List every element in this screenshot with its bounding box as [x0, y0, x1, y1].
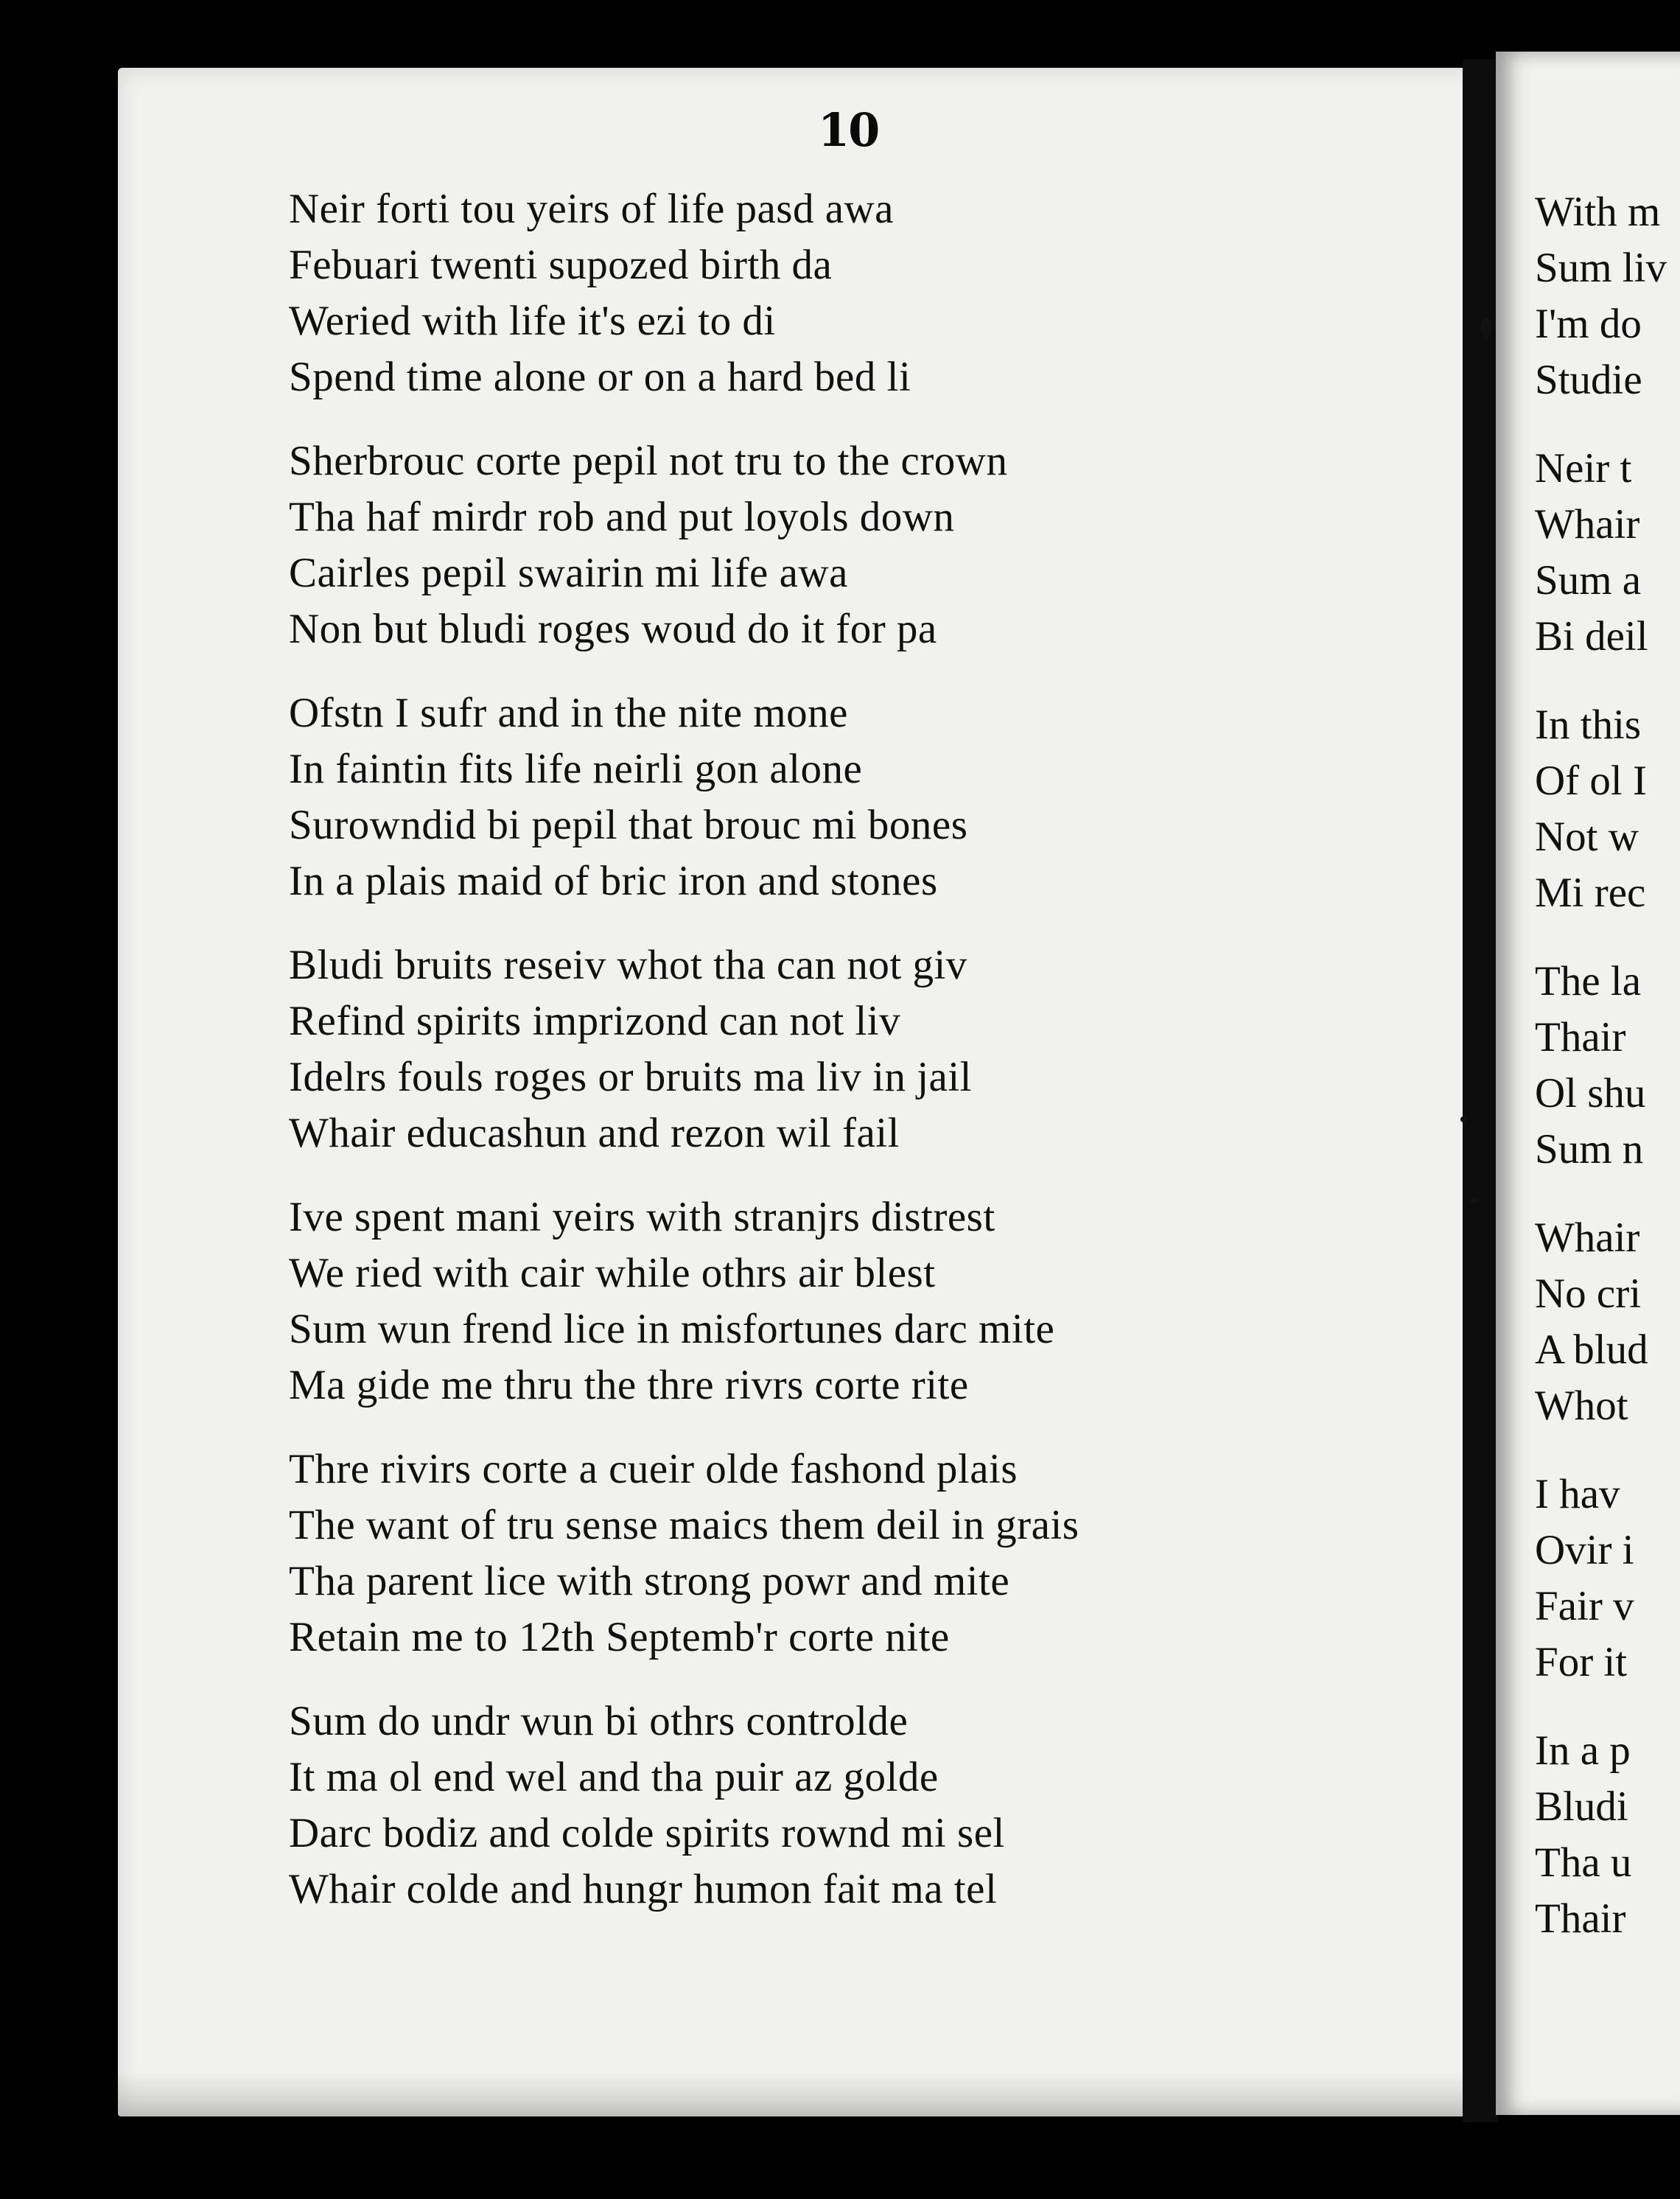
poem-line-fragment: Whair	[1535, 1214, 1640, 1261]
poem-line: Whair educashun and rezon wil fail	[289, 1110, 900, 1156]
poem-line: Sum do undr wun bi othrs controlde	[289, 1698, 909, 1744]
ink-speck	[1460, 1116, 1466, 1122]
stanza	[1535, 954, 1667, 1178]
poem-line: Sherbrouc corte pepil not tru to the crown	[289, 438, 1008, 484]
poem-line: Idelrs fouls roges or bruits ma liv in jail	[289, 1054, 973, 1100]
poem-line-fragment: I hav	[1535, 1471, 1620, 1517]
poem-line: Refind spirits imprizond can not liv	[289, 998, 901, 1044]
poem-line-fragment: With m	[1535, 189, 1661, 235]
poem-line: Ma gide me thru the thre rivrs corte rite	[289, 1362, 969, 1408]
stanza	[1535, 184, 1667, 408]
poem-line-fragment: Thair	[1535, 1014, 1626, 1060]
poem-line: The want of tru sense maics them deil in grais	[289, 1502, 1079, 1548]
poem-line-fragment: The la	[1535, 958, 1642, 1004]
poem-line: Febuari twenti supozed birth da	[289, 242, 833, 288]
poem-line: Spend time alone or on a hard bed li	[289, 354, 911, 400]
poem-line: In a plais maid of bric iron and stones	[289, 858, 938, 904]
stanza	[1535, 1210, 1667, 1434]
poem-line-fragment: I'm do	[1535, 301, 1642, 347]
poem-line: Surowndid bi pepil that brouc mi bones	[289, 802, 968, 848]
poem-line-fragment: Mi rec	[1535, 870, 1646, 916]
poem-line: Non but bludi roges woud do it for pa	[289, 606, 937, 652]
poem-line: Ofstn I sufr and in the nite mone	[289, 690, 848, 736]
stanza	[1535, 1466, 1667, 1691]
poem-line: Neir forti tou yeirs of life pasd awa	[289, 186, 894, 232]
stanza	[289, 433, 1468, 657]
poem-line: Sum wun frend lice in misfortunes darc mite	[289, 1306, 1055, 1352]
poem-text	[289, 181, 1468, 1945]
page-edge-shadow	[118, 2072, 1488, 2116]
poem-line: Cairles pepil swairin mi life awa	[289, 550, 848, 596]
poem-line-fragment: A blud	[1535, 1326, 1648, 1373]
poem-line: It ma ol end wel and tha puir az golde	[289, 1754, 939, 1800]
poem-line: Darc bodiz and colde spirits rownd mi sel	[289, 1810, 1005, 1856]
poem-line-fragment: For it	[1535, 1639, 1628, 1685]
poem-line-fragment: In this	[1535, 702, 1642, 748]
poem-line: Thre rivirs corte a cueir olde fashond plais	[289, 1446, 1018, 1492]
poem-line-fragment: Thair	[1535, 1895, 1626, 1942]
poem-line-fragment: Bludi	[1535, 1783, 1628, 1830]
poem-line: Tha parent lice with strong powr and mite	[289, 1558, 1010, 1604]
stanza	[1535, 697, 1667, 921]
poem-line-fragment: Ovir i	[1535, 1527, 1634, 1573]
poem-line-fragment: Whair	[1535, 501, 1640, 548]
poem-line-fragment: Not w	[1535, 814, 1639, 860]
poem-line: We ried with cair while othrs air blest	[289, 1250, 936, 1296]
poem-line-fragment: Tha u	[1535, 1839, 1632, 1886]
poem-line-fragment: Whot	[1535, 1382, 1628, 1429]
poem-line-fragment: No cri	[1535, 1270, 1642, 1317]
stanza	[289, 1441, 1468, 1665]
poem-line-fragment: Studie	[1535, 357, 1642, 403]
poem-line-fragment: In a p	[1535, 1727, 1631, 1774]
stanza	[289, 1189, 1468, 1413]
right-page-text	[1535, 184, 1667, 1979]
poem-line: Bludi bruits reseiv whot tha can not giv	[289, 942, 967, 988]
ink-speck	[1481, 317, 1491, 339]
poem-line: Tha haf mirdr rob and put loyols down	[289, 494, 955, 540]
stanza	[289, 1693, 1468, 1917]
stanza	[1535, 441, 1667, 665]
stanza	[1535, 1723, 1667, 1947]
poem-line: Retain me to 12th Septemb'r corte nite	[289, 1614, 950, 1660]
poem-line: Weried with life it's ezi to di	[289, 298, 776, 344]
poem-line-fragment: Neir t	[1535, 445, 1632, 492]
poem-line-fragment: Ol shu	[1535, 1070, 1646, 1116]
poem-line: Whair colde and hungr humon fait ma tel	[289, 1866, 998, 1912]
poem-line: Ive spent mani yeirs with stranjrs distrest	[289, 1194, 995, 1240]
stanza	[289, 937, 1468, 1161]
poem-line-fragment: Bi deil	[1535, 613, 1648, 660]
stanza	[289, 181, 1468, 405]
ink-speck	[1470, 1198, 1477, 1204]
poem-line: In faintin fits life neirli gon alone	[289, 746, 863, 792]
stanza	[289, 685, 1468, 909]
poem-line-fragment: Sum liv	[1535, 245, 1667, 291]
poem-line-fragment: Sum a	[1535, 557, 1642, 604]
book-spine	[1463, 59, 1498, 2122]
poem-line-fragment: Of ol I	[1535, 758, 1647, 804]
page-number: 10	[818, 103, 879, 157]
poem-line-fragment: Sum n	[1535, 1126, 1644, 1172]
poem-line-fragment: Fair v	[1535, 1583, 1634, 1629]
